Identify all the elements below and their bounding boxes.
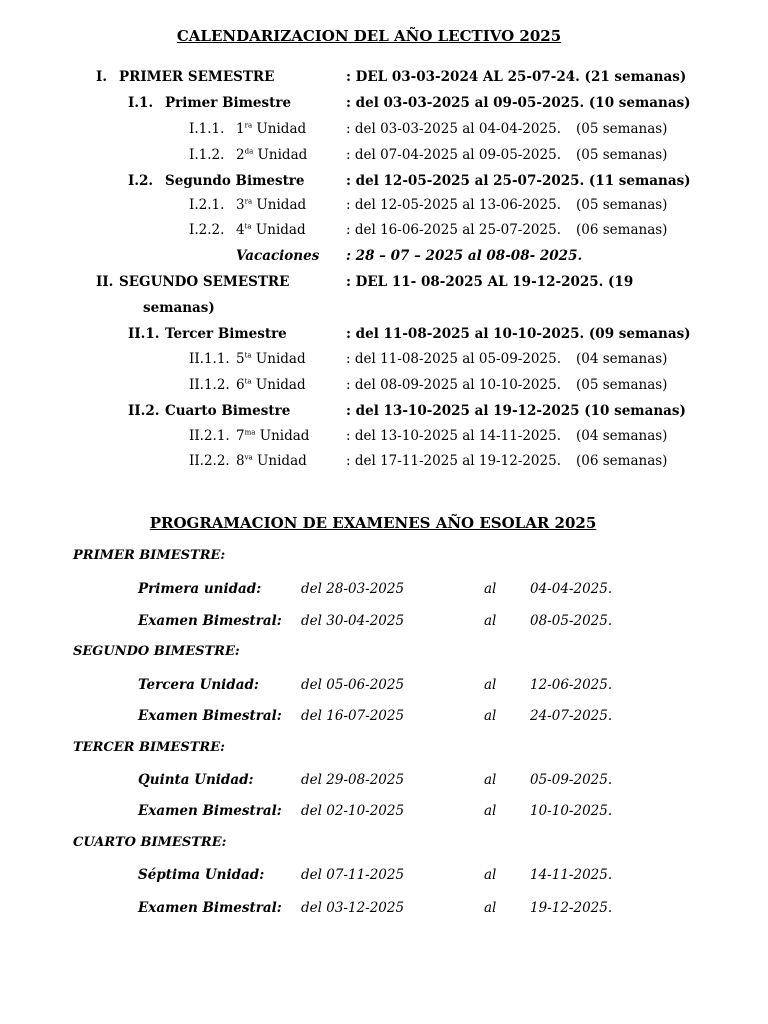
row-continuation: semanas) bbox=[143, 300, 215, 316]
vacation-range: : 28 – 07 – 2025 al 08-08- 2025. bbox=[346, 248, 583, 264]
unit-number: 5 bbox=[236, 351, 245, 367]
unit-label bbox=[236, 428, 309, 444]
unit-number: 1 bbox=[236, 121, 245, 137]
row-range: : DEL 03-03-2024 AL 25-07-24. (21 semanas) bbox=[346, 69, 687, 85]
row-weeks: (06 semanas) bbox=[576, 222, 668, 238]
exam-label: Quinta Unidad: bbox=[138, 772, 254, 788]
calendar-title: CALENDARIZACION DEL AÑO LECTIVO 2025 bbox=[176, 27, 562, 45]
row-num: I.2.2. bbox=[189, 222, 225, 238]
row-label: Cuarto Bimestre bbox=[165, 403, 291, 419]
exam-al: al bbox=[484, 613, 497, 629]
section-heading: PRIMER BIMESTRE: bbox=[73, 548, 226, 563]
exam-to: 19-12-2025. bbox=[530, 900, 613, 916]
exam-to: 24-07-2025. bbox=[530, 708, 613, 724]
unit-label bbox=[236, 147, 307, 163]
row-weeks: (05 semanas) bbox=[576, 197, 668, 213]
unit-label bbox=[236, 222, 306, 238]
unit-ordinal: ra bbox=[244, 121, 253, 130]
row-num: II.2. bbox=[128, 403, 160, 419]
exam-from: del 02-10-2025 bbox=[301, 803, 405, 819]
row-weeks: (04 semanas) bbox=[576, 351, 668, 367]
exam-from: del 30-04-2025 bbox=[301, 613, 405, 629]
row-num: I. bbox=[96, 69, 108, 85]
vacation-label: Vacaciones bbox=[236, 248, 320, 264]
exam-to: 05-09-2025. bbox=[530, 772, 613, 788]
row-weeks: (05 semanas) bbox=[576, 121, 668, 137]
row-range: : del 16-06-2025 al 25-07-2025. bbox=[346, 222, 561, 238]
exam-from: del 07-11-2025 bbox=[301, 867, 405, 883]
unit-word: Unidad bbox=[257, 453, 307, 469]
row-range: : del 12-05-2025 al 13-06-2025. bbox=[346, 197, 561, 213]
exam-label: Séptima Unidad: bbox=[138, 867, 265, 883]
row-range: : del 11-08-2025 al 10-10-2025. (09 semanas) bbox=[346, 326, 691, 342]
unit-ordinal: ta bbox=[244, 351, 252, 360]
unit-label bbox=[236, 197, 306, 213]
row-num: I.1. bbox=[128, 95, 154, 111]
exam-label: Examen Bimestral: bbox=[138, 708, 282, 724]
row-num: II. bbox=[96, 274, 114, 290]
exam-label: Primera unidad: bbox=[138, 581, 262, 597]
exam-to: 12-06-2025. bbox=[530, 677, 613, 693]
unit-ordinal: da bbox=[244, 147, 254, 156]
row-num: I.2.1. bbox=[189, 197, 225, 213]
unit-number: 4 bbox=[236, 222, 245, 238]
exam-al: al bbox=[484, 900, 497, 916]
row-num: II.1.1. bbox=[189, 351, 230, 367]
unit-ordinal: ta bbox=[244, 377, 252, 386]
row-range: : del 03-03-2025 al 04-04-2025. bbox=[346, 121, 561, 137]
row-range: : del 17-11-2025 al 19-12-2025. bbox=[346, 453, 561, 469]
row-range: : del 11-08-2025 al 05-09-2025. bbox=[346, 351, 561, 367]
exam-to: 10-10-2025. bbox=[530, 803, 613, 819]
row-range: : del 12-05-2025 al 25-07-2025. (11 semanas) bbox=[346, 173, 691, 189]
row-weeks: (05 semanas) bbox=[576, 377, 668, 393]
unit-number: 7 bbox=[236, 428, 245, 444]
unit-label bbox=[236, 377, 306, 393]
row-weeks: (04 semanas) bbox=[576, 428, 668, 444]
unit-label bbox=[236, 453, 307, 469]
exam-from: del 05-06-2025 bbox=[301, 677, 405, 693]
row-num: I.1.2. bbox=[189, 147, 225, 163]
exam-from: del 29-08-2025 bbox=[301, 772, 405, 788]
unit-word: Unidad bbox=[255, 351, 306, 367]
unit-number: 6 bbox=[236, 377, 245, 393]
row-num: I.1.1. bbox=[189, 121, 225, 137]
unit-ordinal: ma bbox=[244, 428, 256, 437]
exam-label: Examen Bimestral: bbox=[138, 803, 282, 819]
unit-number: 3 bbox=[236, 197, 245, 213]
row-num: II.1. bbox=[128, 326, 160, 342]
unit-ordinal: ta bbox=[244, 222, 252, 231]
row-num: II.2.2. bbox=[189, 453, 230, 469]
unit-word: Unidad bbox=[257, 147, 308, 163]
row-range: : del 03-03-2025 al 09-05-2025. (10 semanas) bbox=[346, 95, 691, 111]
unit-ordinal: ra bbox=[244, 197, 253, 206]
row-range: : del 13-10-2025 al 19-12-2025 (10 semanas) bbox=[346, 403, 686, 419]
exam-to: 08-05-2025. bbox=[530, 613, 613, 629]
unit-label bbox=[236, 121, 306, 137]
row-label: Primer Bimestre bbox=[165, 95, 292, 111]
unit-word: Unidad bbox=[255, 377, 306, 393]
exam-from: del 16-07-2025 bbox=[301, 708, 405, 724]
unit-number: 2 bbox=[236, 147, 245, 163]
row-num: II.1.2. bbox=[189, 377, 230, 393]
unit-word: Unidad bbox=[255, 222, 306, 238]
exam-label: Examen Bimestral: bbox=[138, 613, 282, 629]
section-heading: CUARTO BIMESTRE: bbox=[73, 835, 227, 850]
exam-label: Examen Bimestral: bbox=[138, 900, 282, 916]
unit-word: Unidad bbox=[256, 121, 307, 137]
row-weeks: (05 semanas) bbox=[576, 147, 668, 163]
exam-to: 14-11-2025. bbox=[530, 867, 613, 883]
unit-word: Unidad bbox=[256, 197, 307, 213]
exam-al: al bbox=[484, 772, 497, 788]
row-label: Segundo Bimestre bbox=[165, 173, 305, 189]
row-num: I.2. bbox=[128, 173, 154, 189]
exam-al: al bbox=[484, 803, 497, 819]
exam-al: al bbox=[484, 677, 497, 693]
row-num: II.2.1. bbox=[189, 428, 230, 444]
unit-number: 8 bbox=[236, 453, 245, 469]
row-range: : del 07-04-2025 al 09-05-2025. bbox=[346, 147, 561, 163]
section-heading: SEGUNDO BIMESTRE: bbox=[73, 644, 240, 659]
row-range: : DEL 11- 08-2025 AL 19-12-2025. (19 bbox=[346, 274, 634, 290]
exam-from: del 28-03-2025 bbox=[301, 581, 405, 597]
unit-label bbox=[236, 351, 306, 367]
section-heading: TERCER BIMESTRE: bbox=[73, 740, 225, 755]
unit-ordinal: va bbox=[244, 453, 253, 462]
unit-word: Unidad bbox=[259, 428, 310, 444]
row-label: SEGUNDO SEMESTRE bbox=[119, 274, 290, 290]
exam-label: Tercera Unidad: bbox=[138, 677, 259, 693]
exam-al: al bbox=[484, 581, 497, 597]
exam-to: 04-04-2025. bbox=[530, 581, 613, 597]
row-range: : del 08-09-2025 al 10-10-2025. bbox=[346, 377, 561, 393]
exam-al: al bbox=[484, 867, 497, 883]
exam-al: al bbox=[484, 708, 497, 724]
row-label: Tercer Bimestre bbox=[165, 326, 287, 342]
row-range: : del 13-10-2025 al 14-11-2025. bbox=[346, 428, 561, 444]
row-weeks: (06 semanas) bbox=[576, 453, 668, 469]
exam-from: del 03-12-2025 bbox=[301, 900, 405, 916]
row-label: PRIMER SEMESTRE bbox=[119, 69, 275, 85]
exams-title: PROGRAMACION DE EXAMENES AÑO ESOLAR 2025 bbox=[149, 514, 597, 532]
